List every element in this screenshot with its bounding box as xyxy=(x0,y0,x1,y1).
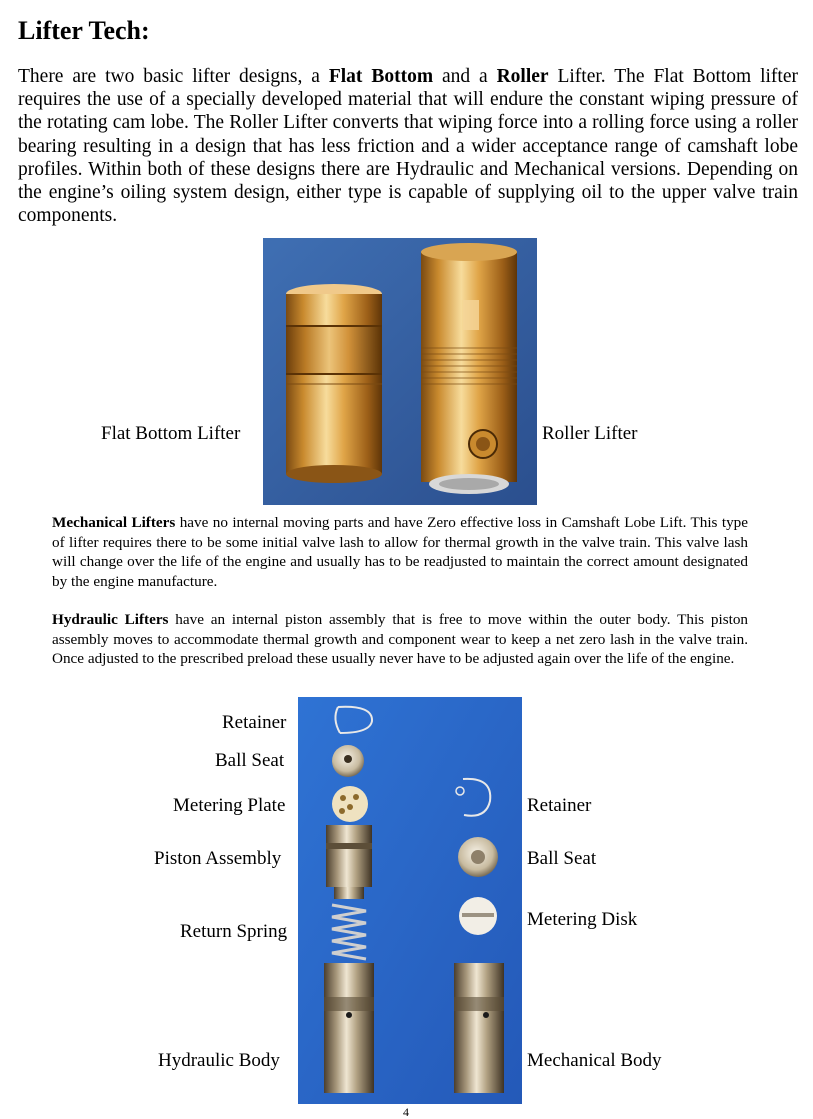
page-number: 4 xyxy=(403,1105,409,1119)
lifter-components-photo xyxy=(298,697,522,1104)
metering-plate-label: Metering Plate xyxy=(173,795,286,816)
flat-bottom-lifter-label: Flat Bottom Lifter xyxy=(101,423,241,444)
roller-lifter-label: Roller Lifter xyxy=(542,423,638,444)
mechanical-retainer-label: Retainer xyxy=(527,795,592,816)
hydraulic-body-label: Hydraulic Body xyxy=(158,1050,280,1071)
mechanical-lifters-paragraph: Mechanical Lifters have no internal moving parts and have Zero effective loss in Camshaft Lobe Lift. This type of lifter requires there to be some initial valve lash to allow for thermal growth in the valve train. This valve lash will change over the life of the engine and usually has to be readjusted to maintain the correct amount designated by the engine manufacture. xyxy=(52,514,748,590)
lifter-photo xyxy=(263,238,537,505)
mechanical-lifters-term: Mechanical Lifters xyxy=(52,514,176,531)
hydraulic-retainer-label: Retainer xyxy=(222,712,287,733)
piston-assembly-label: Piston Assembly xyxy=(154,848,282,869)
mechanical-ball-seat-label: Ball Seat xyxy=(527,848,597,869)
intro-paragraph: There are two basic lifter designs, a Flat Bottom and a Roller Lifter. The Flat Bottom lifter requires the use of a specially developed material that will endure the constant wiping pressure of the rotating cam lobe. The Roller Lifter converts that wiping force into a rolling force using a roller bearing resulting in a design that has less friction and a wider acceptance range of camshaft lobe profiles. Within both of these designs there are Hydraulic and Mechanical versions. Depending on the engine’s oiling system design, either type is capable of supplying oil to the upper valve train components. xyxy=(18,66,798,227)
hydraulic-ball-seat-label: Ball Seat xyxy=(215,750,285,771)
return-spring-label: Return Spring xyxy=(180,921,288,942)
mechanical-body-label: Mechanical Body xyxy=(527,1050,662,1071)
flat-bottom-term: Flat Bottom xyxy=(328,66,434,87)
metering-disk-label: Metering Disk xyxy=(527,909,638,930)
hydraulic-lifters-term: Hydraulic Lifters xyxy=(52,611,169,628)
roller-term: Roller xyxy=(496,66,549,87)
hydraulic-lifters-paragraph: Hydraulic Lifters have an internal piston assembly that is free to move within the outer body. This piston assembly moves to accommodate thermal growth and component wear to keep a net zero lash in the valve train. Once adjusted to the prescribed preload these usually never have to be adjusted again over the life of the engine. xyxy=(52,611,749,668)
page-title: Lifter Tech: xyxy=(18,16,150,45)
